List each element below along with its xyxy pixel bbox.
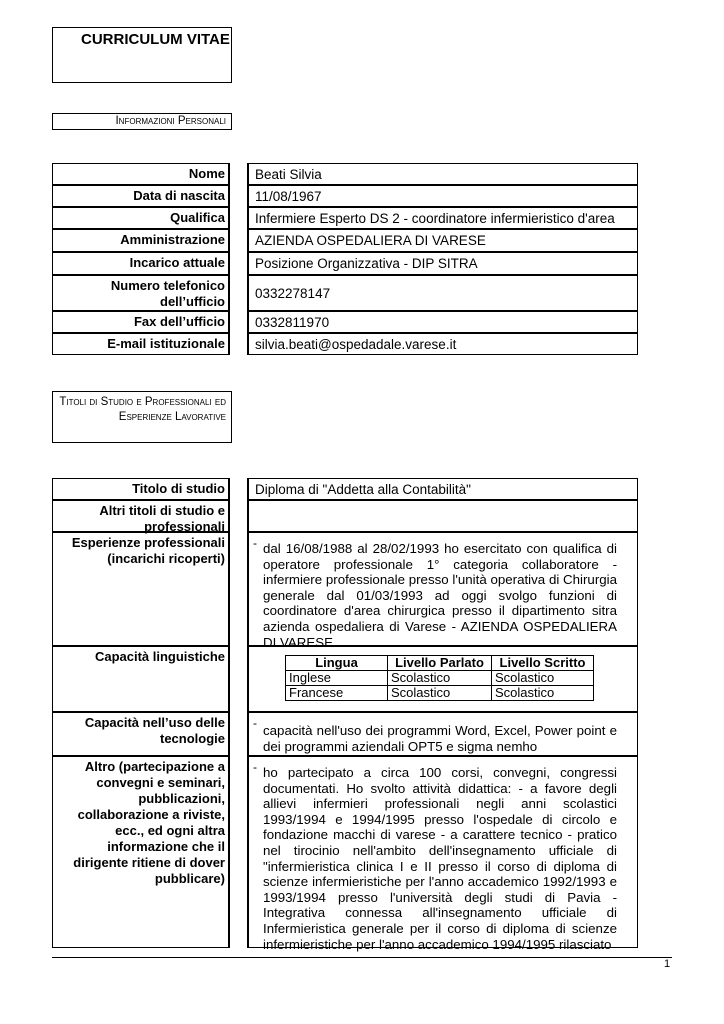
value-incarico: Posizione Organizzativa - DIP SITRA xyxy=(247,252,638,275)
value-qualifica: Infermiere Esperto DS 2 - coordinatore infermieristico d'area xyxy=(247,207,638,229)
bullet-dash: - xyxy=(253,536,257,550)
value-esperienze: dal 16/08/1988 al 28/02/1993 ho esercitato con qualifica di operatore professionale 1° categoria collaboratore - infermiere professionale presso l'unità operativa di Chirurgia generale dal 01/03/1993 ad oggi svolgo funzioni di coordinatore d'area chirurgica presso il dipartimento sitra azienda ospedaliera di Varese - AZIENDA OSPEDALIERA DI VARESE xyxy=(263,541,617,650)
label-titolo-studio: Titolo di studio xyxy=(52,478,230,500)
section-studies-title: Titoli di Studio e Professionali ed Esperienze Lavorative xyxy=(59,396,226,423)
col-parlato: Livello Parlato xyxy=(388,656,492,671)
table-row xyxy=(286,686,594,701)
label-qualifica: Qualifica xyxy=(52,207,230,229)
value-nome: Beati Silvia xyxy=(247,163,638,185)
page-title: CURRICULUM VITAE xyxy=(81,31,230,48)
col-lingua: Lingua xyxy=(286,656,388,671)
label-altri-titoli: Altri titoli di studio e professionali xyxy=(52,500,230,532)
language-table-header xyxy=(286,656,594,671)
section-personal-title: Informazioni Personali xyxy=(115,115,226,127)
label-amministrazione: Amministrazione xyxy=(52,229,230,252)
title-box xyxy=(52,27,232,83)
value-altro: ho partecipato a circa 100 corsi, convegni, congressi documentati. Ho svolto attività didattica: - a favore degli allievi infermieri professionali negli anni scolastici 1993/1994 e 1994/1995 presso l'ospedale di circolo e fondazione macchi di varese - a carattere tecnico - pratico nel tirocinio nell'ambito dell'insegnamento ufficiale di "infermieristica clinica I e II presso il corso di diploma di scienze infermieristiche per l'anno accademico 1992/1993 e 1993/1994 presso l'università degli studi di Pavia - Integrativa connessa all'insegnamento ufficiale di Infermieristica generale per il corso di diploma di scienze infermieristiche per l'anno accademico 1994/1995 rilasciato xyxy=(263,765,617,952)
cell-lingua: Francese xyxy=(286,686,388,701)
table-row xyxy=(286,671,594,686)
cell-scritto: Scolastico xyxy=(492,671,594,686)
cell-scritto: Scolastico xyxy=(492,686,594,701)
value-data-nascita: 11/08/1967 xyxy=(247,185,638,207)
label-tecnologie: Capacità nell’uso delle tecnologie xyxy=(52,712,230,756)
label-lingue: Capacità linguistiche xyxy=(52,646,230,712)
page-number: 1 xyxy=(664,958,671,970)
cell-parlato: Scolastico xyxy=(388,686,492,701)
value-tecnologie-cell xyxy=(247,712,638,756)
value-email: silvia.beati@ospedadale.varese.it xyxy=(247,333,638,355)
label-incarico: Incarico attuale xyxy=(52,252,230,275)
label-esperienze: Esperienze professionali (incarichi ricoperti) xyxy=(52,532,230,646)
footer-divider xyxy=(52,957,672,958)
label-fax: Fax dell’ufficio xyxy=(52,311,230,333)
value-telefono: 0332278147 xyxy=(247,275,638,311)
cell-parlato: Scolastico xyxy=(388,671,492,686)
language-table xyxy=(285,655,594,701)
value-amministrazione: AZIENDA OSPEDALIERA DI VARESE xyxy=(247,229,638,252)
value-lingue-cell xyxy=(247,646,638,712)
bullet-dash: - xyxy=(253,760,257,774)
section-studies-header xyxy=(52,391,232,443)
section-personal-header xyxy=(52,113,232,130)
value-fax: 0332811970 xyxy=(247,311,638,333)
value-altri-titoli xyxy=(247,500,638,532)
cell-lingua: Inglese xyxy=(286,671,388,686)
label-email: E-mail istituzionale xyxy=(52,333,230,355)
label-telefono: Numero telefonico dell’ufficio xyxy=(52,275,230,311)
value-titolo-studio: Diploma di "Addetta alla Contabilità" xyxy=(247,478,638,500)
value-tecnologie: capacità nell'uso dei programmi Word, Excel, Power point e dei programmi aziendali OPT5 e sigma nemho xyxy=(263,723,617,754)
label-nome: Nome xyxy=(52,163,230,185)
value-altro-cell xyxy=(247,756,638,952)
bullet-dash: - xyxy=(253,716,257,730)
label-altro: Altro (partecipazione a convegni e seminari, pubblicazioni, collaborazione a riviste, ecc., ed ogni altra informazione che il dirigente ritiene di dover pubblicare) xyxy=(52,756,230,948)
col-scritto: Livello Scritto xyxy=(492,656,594,671)
value-esperienze-cell xyxy=(247,532,638,650)
label-data-nascita: Data di nascita xyxy=(52,185,230,207)
